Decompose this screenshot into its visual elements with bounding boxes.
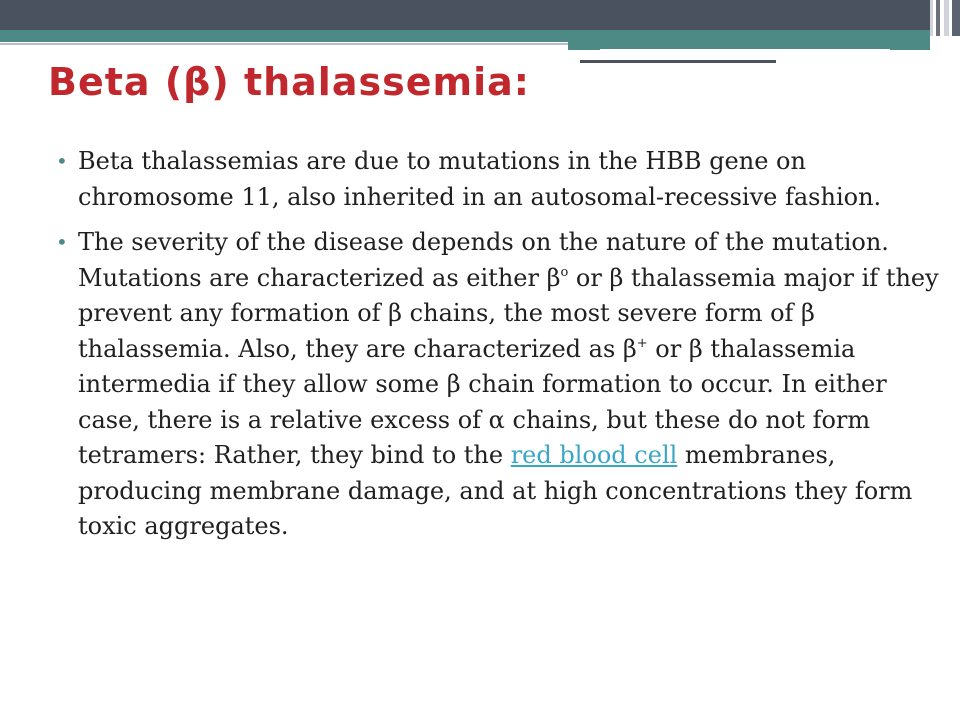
corner-stripe (952, 0, 960, 36)
corner-stripe (944, 0, 949, 36)
superscript-plus: + (636, 335, 648, 351)
bullet-marker-icon: • (56, 230, 68, 254)
corner-stripe (936, 0, 940, 36)
bullet-text-segment: or β thalassemia major if they prevent any formation of β chains, the most severe form of β thalassemia. Also, they are characterized as β (78, 263, 939, 363)
red-blood-cell-link[interactable]: red blood cell (510, 441, 678, 469)
header-divider-line (0, 43, 568, 45)
header-accent-line (580, 60, 776, 63)
corner-stripe (930, 0, 933, 36)
bullet-text-segment: membranes, producing membrane damage, and at high concentrations they form toxic aggregates. (78, 441, 913, 540)
header-band-teal (0, 30, 930, 42)
bullet-text (78, 225, 946, 545)
header-highlight-line (600, 49, 890, 51)
bullet-item (56, 225, 946, 545)
header-band-dark (0, 0, 930, 30)
bullet-text-segment: or β thalassemia intermedia if they allow some β chain formation to occur. In either case, there is a relative excess of α chains, but these do not form tetramers: Rather, they bind to the (78, 334, 887, 469)
bullet-item (56, 144, 946, 215)
bullet-text: Beta thalassemias are due to mutations in the HBB gene on chromosome 11, also inherited in an autosomal-recessive fashion. (78, 147, 882, 211)
slide-title: Beta (β) thalassemia: (48, 60, 530, 104)
bullet-text-segment: The severity of the disease depends on the nature of the mutation. Mutations are characterized as either β (78, 228, 889, 292)
bullet-list (56, 144, 946, 555)
bullet-marker-icon: • (56, 149, 68, 173)
superscript-null: o (560, 264, 569, 280)
